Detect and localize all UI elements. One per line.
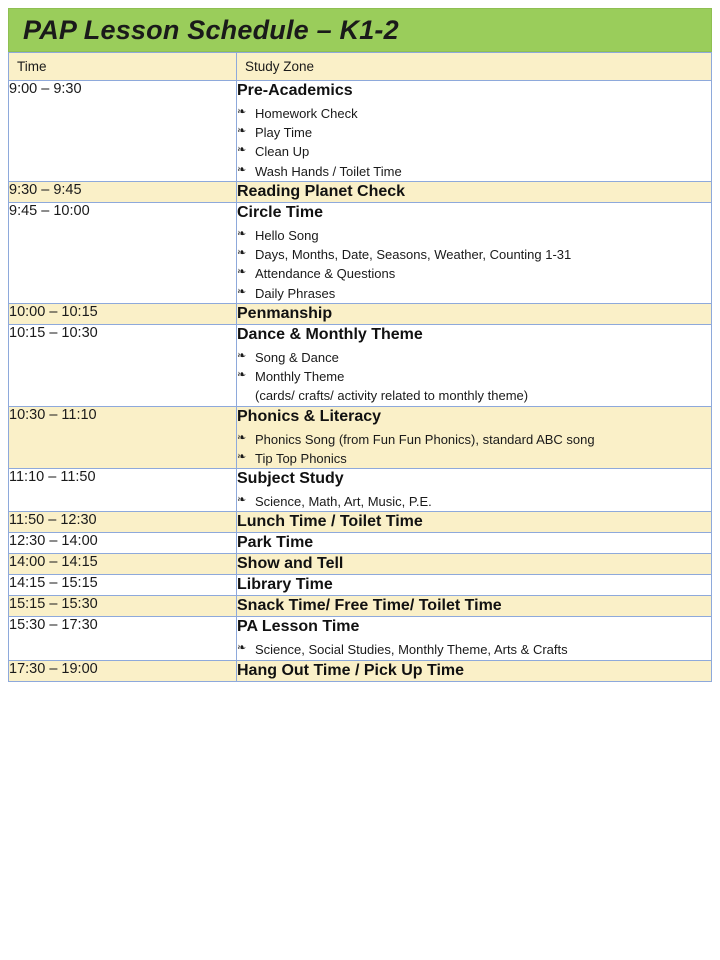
list-item-label: (cards/ crafts/ activity related to monthly theme) (255, 388, 529, 404)
row-detail-list (237, 226, 711, 303)
bullet-icon: ❧ (237, 144, 247, 157)
list-item (237, 492, 711, 511)
list-item-label: Attendance & Questions (255, 266, 396, 282)
row-study-zone (237, 303, 712, 324)
row-study-zone (237, 575, 712, 596)
bullet-icon: ❧ (237, 642, 247, 655)
list-item (237, 104, 711, 123)
bullet-icon: ❧ (237, 266, 247, 279)
list-item-label: Hello Song (255, 227, 319, 243)
row-zone-title: Penmanship (237, 304, 333, 322)
list-item-label: Song & Dance (255, 349, 339, 365)
bullet-icon: ❧ (237, 125, 247, 138)
table-row (9, 575, 712, 596)
bullet-icon: ❧ (237, 163, 247, 176)
list-item-label: Phonics Song (from Fun Fun Phonics), standard ABC song (255, 431, 595, 447)
table-row (9, 202, 712, 303)
row-study-zone (237, 181, 712, 202)
row-study-zone (237, 554, 712, 575)
row-zone-title: Phonics & Literacy (237, 407, 382, 425)
table-row (9, 660, 712, 681)
document-title-bar (8, 8, 712, 52)
list-item-label: Clean Up (255, 144, 310, 160)
row-zone-title: Library Time (237, 576, 333, 594)
bullet-icon: ❧ (237, 106, 247, 118)
table-row (9, 81, 712, 182)
row-time: 11:10 – 11:50 (9, 469, 237, 512)
row-zone-title: PA Lesson Time (237, 618, 360, 636)
bullet-icon: ❧ (237, 247, 247, 260)
list-item-label: Daily Phrases (255, 285, 336, 301)
row-time: 11:50 – 12:30 (9, 512, 237, 533)
list-item-label: Tip Top Phonics (255, 450, 347, 466)
bullet-icon: ❧ (237, 369, 247, 382)
row-zone-title: Show and Tell (237, 555, 344, 573)
row-study-zone (237, 324, 712, 406)
row-zone-title: Dance & Monthly Theme (237, 325, 423, 343)
list-item (237, 245, 711, 264)
list-item-label: Days, Months, Date, Seasons, Weather, Counting 1-31 (255, 247, 572, 263)
row-zone-title: Lunch Time / Toilet Time (237, 513, 423, 531)
row-time: 14:15 – 15:15 (9, 575, 237, 596)
table-row (9, 596, 712, 617)
list-item (237, 226, 711, 245)
table-row (9, 303, 712, 324)
page-title: PAP Lesson Schedule – K1-2 (23, 14, 399, 45)
row-time: 10:15 – 10:30 (9, 324, 237, 406)
list-item (237, 640, 711, 659)
schedule-table-body (9, 53, 712, 682)
row-study-zone (237, 512, 712, 533)
row-study-zone (237, 469, 712, 512)
row-time: 9:00 – 9:30 (9, 81, 237, 182)
schedule-table (8, 52, 712, 682)
table-row (9, 533, 712, 554)
row-zone-title: Pre-Academics (237, 82, 353, 99)
table-header-row (9, 53, 712, 81)
row-time: 10:00 – 10:15 (9, 303, 237, 324)
list-item-label: Wash Hands / Toilet Time (255, 163, 402, 179)
row-zone-title: Subject Study (237, 470, 344, 488)
list-item-label: Homework Check (255, 106, 358, 121)
list-item-label: Play Time (255, 125, 313, 141)
row-detail-list (237, 430, 711, 468)
row-study-zone (237, 81, 712, 182)
bullet-icon: ❧ (237, 494, 247, 507)
list-item (237, 264, 711, 283)
column-header-time: Time (9, 53, 237, 81)
list-item (237, 430, 711, 449)
row-time: 9:30 – 9:45 (9, 181, 237, 202)
bullet-icon: ❧ (237, 349, 247, 362)
row-time: 17:30 – 19:00 (9, 660, 237, 681)
list-item (237, 367, 711, 386)
row-zone-title: Snack Time/ Free Time/ Toilet Time (237, 597, 502, 615)
row-detail-list (237, 640, 711, 659)
row-zone-title: Reading Planet Check (237, 182, 406, 200)
list-item (237, 123, 711, 142)
list-item (237, 142, 711, 161)
list-item-label: Monthly Theme (255, 369, 345, 385)
row-detail-list (237, 492, 711, 511)
column-header-study-zone: Study Zone (237, 53, 712, 81)
table-row (9, 324, 712, 406)
table-row (9, 469, 712, 512)
row-study-zone (237, 406, 712, 468)
table-row (9, 554, 712, 575)
row-zone-title: Circle Time (237, 203, 323, 221)
row-time: 12:30 – 14:00 (9, 533, 237, 554)
row-detail-list (237, 348, 711, 406)
row-time: 15:15 – 15:30 (9, 596, 237, 617)
row-time: 14:00 – 14:15 (9, 554, 237, 575)
list-item (237, 284, 711, 303)
list-item (237, 449, 711, 468)
row-study-zone (237, 202, 712, 303)
row-time: 9:45 – 10:00 (9, 202, 237, 303)
row-zone-title: Park Time (237, 534, 314, 552)
list-item-label: Science, Social Studies, Monthly Theme, Arts & Crafts (255, 642, 568, 658)
row-detail-list (237, 104, 711, 181)
row-zone-title: Hang Out Time / Pick Up Time (237, 661, 465, 679)
row-study-zone (237, 533, 712, 554)
bullet-icon: ❧ (237, 431, 247, 444)
table-row (9, 181, 712, 202)
row-time: 10:30 – 11:10 (9, 406, 237, 468)
table-row (9, 617, 712, 660)
bullet-icon: ❧ (237, 450, 247, 463)
row-study-zone (237, 660, 712, 681)
table-row (9, 406, 712, 468)
list-item (237, 348, 711, 367)
row-study-zone (237, 617, 712, 660)
row-time: 15:30 – 17:30 (9, 617, 237, 660)
row-study-zone (237, 596, 712, 617)
bullet-icon: ❧ (237, 227, 247, 240)
list-item (237, 162, 711, 181)
list-item-label: Science, Math, Art, Music, P.E. (255, 494, 432, 510)
table-row (9, 512, 712, 533)
bullet-icon: ❧ (237, 285, 247, 298)
list-item (237, 386, 711, 405)
